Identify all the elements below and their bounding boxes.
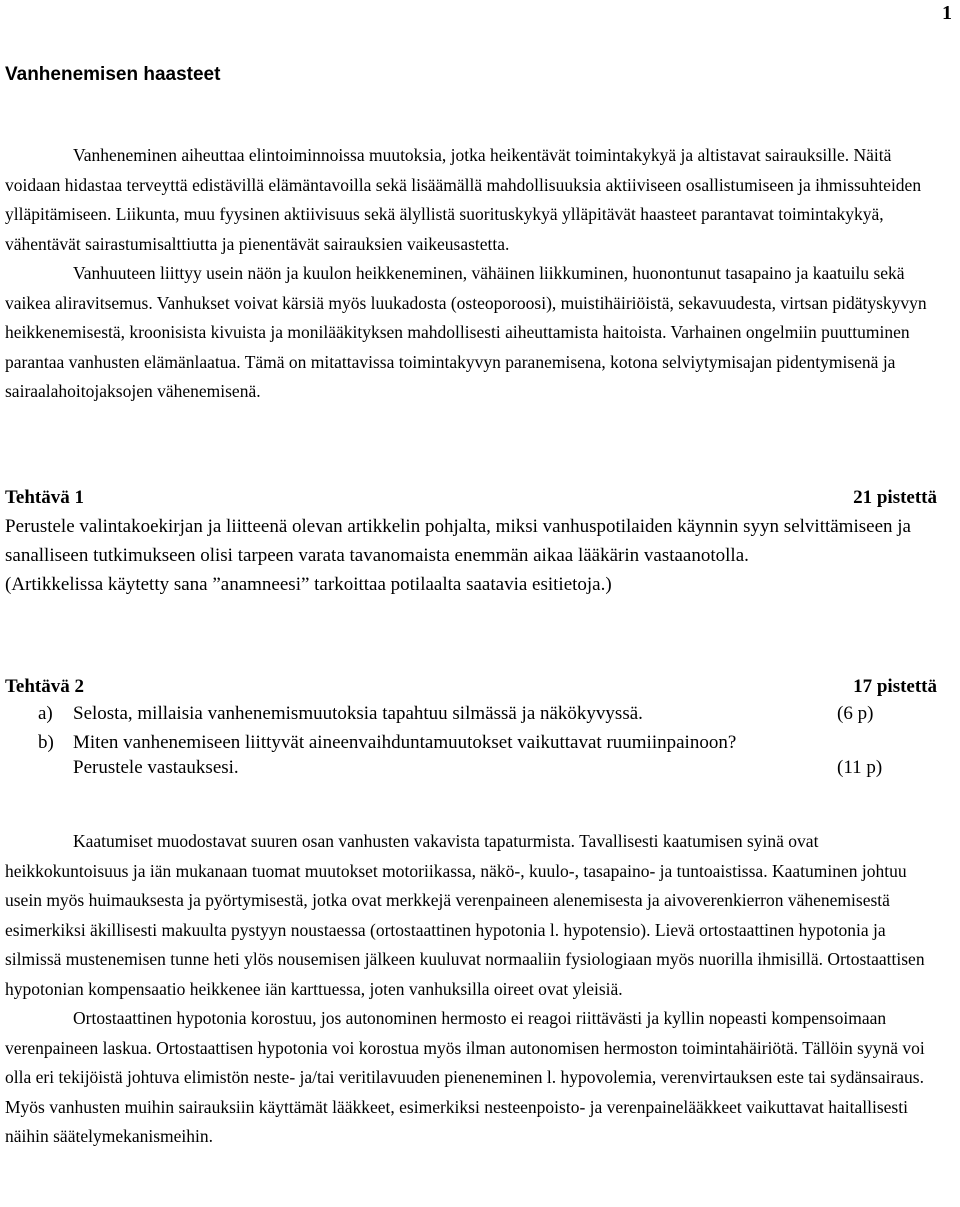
question-b-text: Miten vanhenemiseen liittyvät aineenvaihduntamuutokset vaikuttavat ruumiinpainoon?	[73, 732, 737, 753]
question-b-text-2: Perustele vastauksesi.	[73, 757, 239, 778]
intro-text	[5, 141, 940, 407]
falls-text	[5, 827, 940, 1152]
task1-points: 21 pistettä	[853, 487, 937, 508]
intro-paragraph-1: Vanheneminen aiheuttaa elintoiminnoissa muutoksia, jotka heikentävät toimintakykyä ja altistavat sairauksille. Näitä voidaan hidastaa terveyttä edistävillä elämäntavoilla sekä lisäämällä mahdollisuuksia aktiiviseen osallistumiseen ja ihmissuhteiden ylläpitämiseen. Liikunta, muu fyysinen aktiivisuus sekä älyllistä suorituskykyä ylläpitävät haasteet parantavat toimintakykyä, vähentävät sairastumisalttiutta ja pienentävät sairauksien vaikeusastetta.	[5, 145, 922, 254]
task1-note: (Artikkelissa käytetty sana ”anamneesi” tarkoittaa potilaalta saatavia esitietoja.)	[5, 574, 612, 595]
task2-points: 17 pistettä	[853, 676, 937, 697]
task2-header	[5, 676, 937, 698]
task2-title: Tehtävä 2	[5, 676, 85, 697]
question-a-points: (6 p)	[837, 703, 874, 724]
task1-header	[5, 487, 937, 509]
falls-paragraph-2: Ortostaattinen hypotonia korostuu, jos autonominen hermosto ei reagoi riittävästi ja kyllin nopeasti kompensoimaan verenpaineen laskua. Ortostaattisen hypotonia voi korostua myös ilman autonomisen hermoston toimintahäiriötä. Tällöin syynä voi olla eri tekijöistä johtuva elimistön neste- ja/tai veritilavuuden pieneneminen l. hypovolemia, verenvirtauksen este tai sydänsairaus. Myös vanhusten muihin sairauksiin käyttämät lääkkeet, esimerkiksi nesteenpoisto- ja verenpainelääkkeet vaikuttavat haitallisesti näihin säätelymekanismeihin.	[5, 1008, 925, 1146]
question-b-letter: b)	[38, 732, 54, 753]
page-number: 1	[942, 2, 952, 24]
question-a-text: Selosta, millaisia vanhenemismuutoksia tapahtuu silmässä ja näkökyvyssä.	[73, 703, 643, 724]
task1-text: Perustele valintakoekirjan ja liitteenä olevan artikkelin pohjalta, miksi vanhuspotilaiden käynnin syyn selvittämiseen ja sanalliseen tutkimukseen olisi tarpeen varata tavanomaista enemmän aikaa lääkärin vastaanotolla.	[5, 516, 911, 566]
question-b-points: (11 p)	[837, 757, 883, 778]
task1-body	[5, 512, 940, 599]
falls-paragraph-1: Kaatumiset muodostavat suuren osan vanhusten vakavista tapaturmista. Tavallisesti kaatumisen syinä ovat heikkokuntoisuus ja iän mukanaan tuomat muutokset motoriikassa, näkö-, kuulo-, tasapaino- ja tuntoaistissa. Kaatuminen johtuu usein myös huimauksesta ja pyörtymisestä, jotka ovat merkkejä verenpaineen alenemisesta ja aivoverenkierron vähenemisestä esimerkiksi äkillisesti makuulta pystyyn noustaessa (ortostaattinen hypotonia l. hypotensio). Lievä ortostaattinen hypotonia ja silmissä mustenemisen tunne heti ylös nousemisen jälkeen kuuluvat normaaliin fysiologiaan myös nuorilla ihmisillä. Ortostaattisen hypotonian kompensaatio heikkenee iän karttuessa, joten vanhuksilla oireet ovat yleisiä.	[5, 831, 925, 999]
task1-title: Tehtävä 1	[5, 487, 85, 508]
section-heading: Vanhenemisen haasteet	[5, 64, 221, 85]
question-a-letter: a)	[38, 703, 53, 724]
intro-paragraph-2: Vanhuuteen liittyy usein näön ja kuulon heikkeneminen, vähäinen liikkuminen, huonontunut tasapaino ja kaatuilu sekä vaikea aliravitsemus. Vanhukset voivat kärsiä myös luukadosta (osteoporoosi), muistihäiriöistä, sekavuudesta, virtsan pidätyskyvyn heikkenemisestä, kroonisista kivuista ja monilääkityksen mahdollisesti aiheuttamista haitoista. Varhainen ongelmiin puuttuminen parantaa vanhusten elämänlaatua. Tämä on mitattavissa toimintakyvyn paranemisena, kotona selviytymisajan pidentymisenä ja sairaalahoitojaksojen vähenemisenä.	[5, 263, 927, 401]
